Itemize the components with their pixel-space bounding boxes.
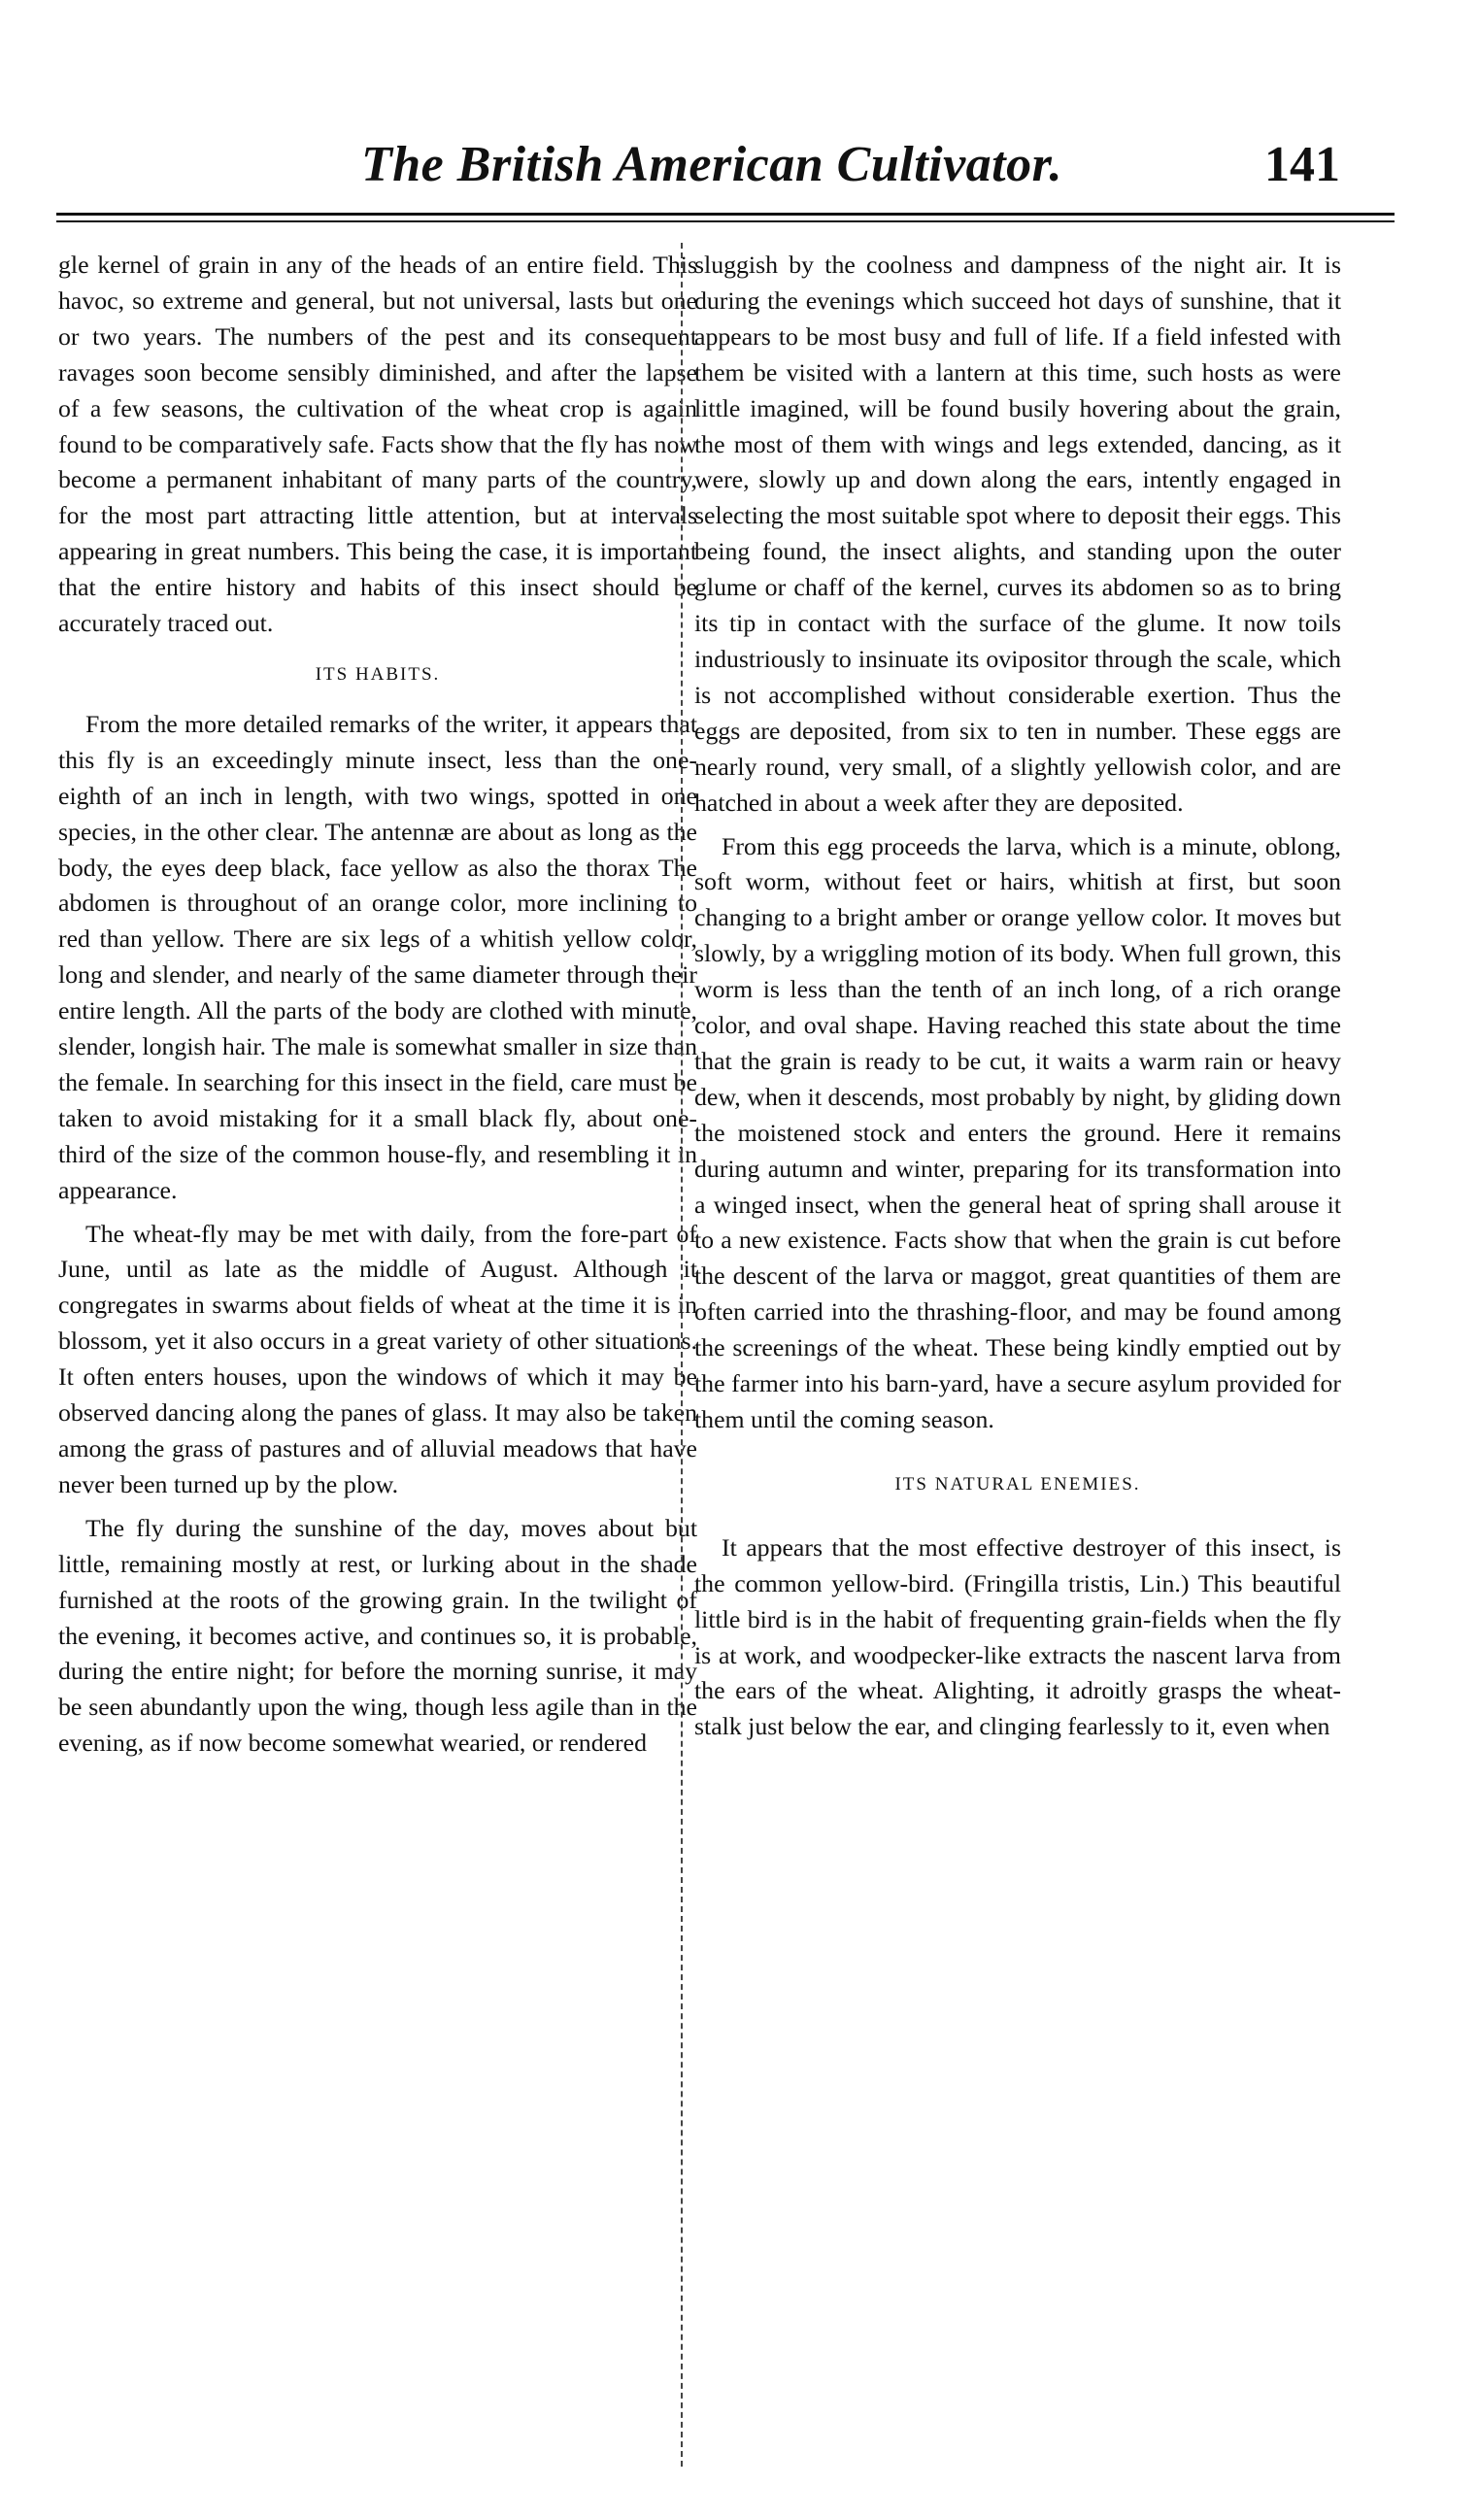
section-heading-enemies: ITS NATURAL ENEMIES. — [894, 1473, 1141, 1495]
paragraph: The fly during the sunshine of the day, moves about but little, remaining mostly at rest, or lurking about in the shade furnished at the roots of the growing grain. In the twilight of the evening, it becomes active, and continues so, it is probable, during the entire night; for before the morning sunrise, it may be seen abundantly upon the wing, though less agile than in the evening, as if now become somewhat wearied, or rendered — [58, 1513, 697, 1758]
page-number: 141 — [1264, 137, 1340, 192]
paragraph: It appears that the most effective destroyer of this insect, is the common yellow-bird. (Fringilla tristis, Lin.) This beautiful little bird is in the habit of frequenting grain-fields when the fly is at work, and woodpecker-like extracts the nascent larva from the ears of the wheat. Alighting, it adroitly grasps the wheat-stalk just below the ear, and clinging fearlessly to it, even when — [694, 1532, 1341, 1741]
paragraph: From this egg proceeds the larva, which is a minute, oblong, soft worm, without feet or hairs, whitish at first, but soon changing to a bright amber or orange yellow color. It moves but slowly, by a wriggling motion of its body. When full grown, this worm is less than the tenth of an inch long, of a rich orange color, and oval shape. Having reached this state about the time that the grain is ready to be cut, it waits a warm rain or heavy dew, when it descends, most probably by night, by gliding down the moistened stock and enters the ground. Here it remains during autumn and winter, preparing for its transformation into a winged insect, when the general heat of spring shall arouse it to a new existence. Facts show that when the grain is cut before the descent of the larva or maggot, great quantities of them are often carried into the thrashing-floor, and may be found among the screenings of the wheat. These being kindly emptied out by the farmer into his barn-yard, have a secure asylum provided for them until the coming season. — [694, 831, 1341, 1433]
header-rule — [56, 213, 1395, 216]
paragraph: The wheat-fly may be met with daily, from the fore-part of June, until as late as the middle of August. Although it congregates in swarms about fields of wheat at the time it is in blossom, yet it also occurs in a great variety of other situations. It often enters houses, upon the windows of which it may be observed dancing along the panes of glass. It may also be taken among the grass of pastures and of alluvial meadows that have never been turned up by the plow. — [58, 1219, 697, 1498]
right-column — [694, 248, 1341, 1745]
page-header — [0, 136, 1479, 204]
paragraph: gle kernel of grain in any of the heads of an entire field. This havoc, so extreme and general, but not universal, lasts but one or two years. The numbers of the pest and its consequent ravages soon become sensibly diminished, and after the lapse of a few seasons, the cultivation of the wheat crop is again found to be comparatively safe. Facts show that the fly has now become a permanent inhabitant of many parts of the country, for the most part attracting little attention, but at intervals appearing in great numbers. This being the case, it is important that the entire history and habits of this insect should be accurately traced out. — [58, 251, 697, 638]
left-column — [58, 248, 697, 1762]
running-title: The British American Cultivator. — [361, 137, 1062, 192]
header-rule-thin — [56, 220, 1395, 222]
paragraph: From the more detailed remarks of the writer, it appears that this fly is an exceedingly minute insect, less than the one-eighth of an inch in length, with two wings, spotted in one species, in the other clear. The antennæ are about as long as the body, the eyes deep black, face yellow as also the thorax The abdomen is throughout of an orange color, more inclining to red than yellow. There are six legs of a whitish yellow color, long and slender, and nearly of the same diameter through their entire length. All the parts of the body are clothed with minute, slender, longish hair. The male is somewhat smaller in size than the female. In searching for this insect in the field, care must be taken to avoid mistaking for it a small black fly, about one-third of the size of the common house-fly, and resembling it in appearance. — [58, 709, 697, 1204]
paragraph: sluggish by the coolness and dampness of the night air. It is during the evenings which succeed hot days of sunshine, that it appears to be most busy and full of life. If a field infested with them be visited with a lantern at this time, such hosts as were little imagined, will be found busily hovering about the grain, the most of them with wings and legs extended, dancing, as it were, slowly up and down along the ears, intently engaged in selecting the most suitable spot where to deposit their eggs. This being found, the insect alights, and standing upon the outer glume or chaff of the kernel, curves its abdomen so as to bring its tip in contact with the surface of the glume. It now toils industriously to insinuate its ovipositor through the scale, which is not accomplished without considerable exertion. Thus the eggs are deposited, from six to ten in number. These eggs are nearly round, very small, of a slightly yellowish color, and are hatched in about a week after they are deposited. — [694, 251, 1341, 817]
column-divider — [681, 243, 683, 2467]
section-heading-habits: ITS HABITS. — [315, 663, 441, 685]
